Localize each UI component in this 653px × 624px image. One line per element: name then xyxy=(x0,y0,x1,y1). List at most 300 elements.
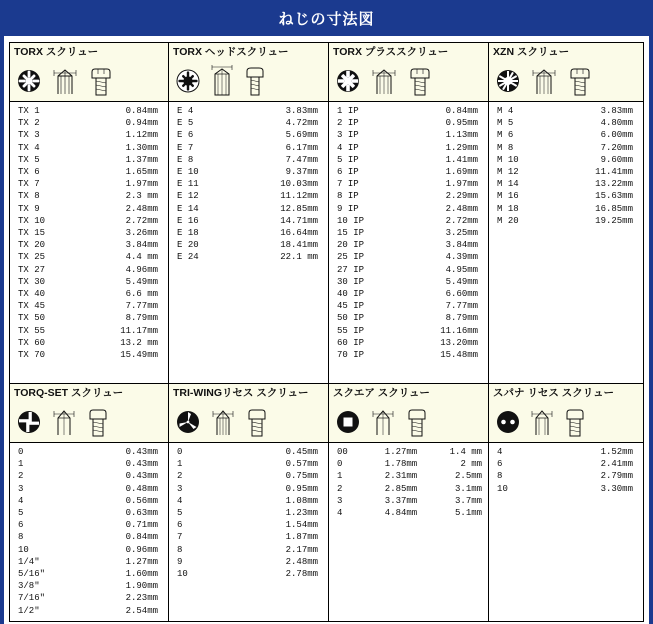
dimension-value-cell: 2.48mm xyxy=(445,203,479,214)
size-code-cell: TX 20 xyxy=(18,240,46,251)
dimension-value-cell: 3.26mm xyxy=(125,228,159,239)
table-row xyxy=(10,544,168,556)
table-row xyxy=(329,312,488,324)
table-row xyxy=(489,154,643,166)
dimension-value-cell: 7.20mm xyxy=(600,142,633,153)
table-row xyxy=(489,483,643,495)
panel-header xyxy=(329,384,488,443)
dimension-value-cell: 0.84mm xyxy=(445,106,479,116)
torx-star-filled-icon xyxy=(175,68,201,94)
table-rows-square-screw xyxy=(329,446,488,519)
dimension-value2-cell: 3.7mm xyxy=(455,495,483,506)
table-row xyxy=(329,105,488,117)
dimension-value-cell: 18.41mm xyxy=(280,240,319,251)
panel-body xyxy=(10,443,168,621)
dimension-value-cell: 11.12mm xyxy=(280,191,319,202)
panel-header xyxy=(169,384,328,443)
size-code-cell: 1 xyxy=(18,459,24,470)
size-code-cell: E 14 xyxy=(177,203,199,214)
size-code-cell: E 4 xyxy=(177,106,194,116)
table-row xyxy=(169,227,328,239)
square-driver-icon xyxy=(367,405,399,439)
size-code-cell: E 24 xyxy=(177,252,199,263)
size-code-cell: 6 xyxy=(177,520,183,531)
dimension-value-cell: 22.1 mm xyxy=(280,252,319,263)
dimension-value-cell: 5.49mm xyxy=(125,276,159,287)
size-code-cell: 4 xyxy=(177,495,183,506)
size-code-cell: 10 IP xyxy=(337,215,365,226)
dimension-value-cell: 2.79mm xyxy=(600,471,633,482)
size-code-cell: 9 xyxy=(177,556,183,567)
tri-wing-icon xyxy=(175,409,201,435)
dimension-value-cell: 2.48mm xyxy=(125,203,159,214)
dimension-table xyxy=(329,105,488,361)
dimension-value-cell: 13.2 mm xyxy=(120,337,159,348)
table-row xyxy=(169,190,328,202)
dimension-value-cell: 11.17mm xyxy=(120,325,159,336)
panel-title: TRI-WINGリセス スクリュー xyxy=(173,387,309,399)
torx-socket-icon xyxy=(207,64,237,98)
table-row xyxy=(169,215,328,227)
table-rows-xzn-screw xyxy=(489,105,643,227)
table-row xyxy=(329,337,488,349)
table-row xyxy=(10,264,168,276)
table-row xyxy=(169,483,328,495)
size-code-cell: TX 8 xyxy=(18,191,40,202)
panel-xzn-screw xyxy=(489,42,644,384)
table-row xyxy=(169,556,328,568)
panel-title: TORX プラススクリュー xyxy=(333,46,449,58)
table-row xyxy=(10,337,168,349)
dimension-value-cell: 15.48mm xyxy=(440,350,479,361)
size-code-cell: 1/2" xyxy=(18,605,40,616)
dimension-value-cell: 3.30mm xyxy=(600,483,633,494)
table-row xyxy=(10,288,168,300)
size-code-cell: M 12 xyxy=(497,167,519,178)
table-row xyxy=(329,483,488,495)
table-row xyxy=(10,251,168,263)
size-code-cell: E 7 xyxy=(177,142,194,153)
size-code-cell: 9 IP xyxy=(337,203,359,214)
dimension-value-cell: 6.60mm xyxy=(445,289,479,300)
dimension-value-cell: 0.84mm xyxy=(125,532,159,543)
dimension-value-cell: 1.08mm xyxy=(285,495,319,506)
table-row xyxy=(329,300,488,312)
size-code-cell: M 20 xyxy=(497,215,519,226)
dimension-value-cell: 2.72mm xyxy=(445,215,479,226)
table-row xyxy=(10,458,168,470)
tri-wing-driver-icon xyxy=(207,405,239,439)
dimension-value-cell: 7.77mm xyxy=(445,301,479,312)
table-row xyxy=(10,531,168,543)
size-code-cell: M 14 xyxy=(497,179,519,190)
size-code-cell: 6 IP xyxy=(337,167,359,178)
size-code-cell: TX 55 xyxy=(18,325,46,336)
panel-illustration xyxy=(173,59,324,101)
dimension-value-cell: 0.84mm xyxy=(125,106,159,116)
dimension-value-cell: 2.78mm xyxy=(285,569,319,580)
dimension-value-cell: 15.49mm xyxy=(120,350,159,361)
size-code-cell: 70 IP xyxy=(337,350,365,361)
size-code-cell: E 12 xyxy=(177,191,199,202)
panel-header xyxy=(10,43,168,102)
dimension-value-cell: 11.16mm xyxy=(440,325,479,336)
table-row xyxy=(329,288,488,300)
dimension-value-cell: 1.37mm xyxy=(125,154,159,165)
dimension-value-cell: 1.97mm xyxy=(125,179,159,190)
size-code-cell: 8 xyxy=(18,532,24,543)
size-code-cell: E 18 xyxy=(177,228,199,239)
panel-body xyxy=(489,443,643,621)
panel-body xyxy=(169,443,328,621)
panel-body xyxy=(329,443,488,621)
dimension-value-cell: 14.71mm xyxy=(280,215,319,226)
panel-illustration xyxy=(333,400,484,442)
dimension-table xyxy=(169,105,328,264)
table-row xyxy=(329,470,488,482)
size-code-cell: 45 IP xyxy=(337,301,365,312)
dimension-value-cell: 2.41mm xyxy=(600,459,633,470)
table-rows-tri-wing-screw xyxy=(169,446,328,580)
table-row xyxy=(10,215,168,227)
dimension-value-cell: 6.6 mm xyxy=(125,289,159,300)
size-code-cell: M 4 xyxy=(497,106,514,116)
table-row xyxy=(10,166,168,178)
dimension-value-cell: 13.22mm xyxy=(595,179,633,190)
xzn-bolt-icon xyxy=(567,64,593,98)
dimension-value-cell: 4.4 mm xyxy=(125,252,159,263)
dimension-value-cell: 1.54mm xyxy=(285,520,319,531)
table-row xyxy=(10,227,168,239)
dimension-value-cell: 4.80mm xyxy=(600,118,633,129)
dimension-value-cell: 1.30mm xyxy=(125,142,159,153)
dimension-value-cell: 2.54mm xyxy=(125,605,159,616)
torx-driver-icon xyxy=(48,64,82,98)
size-code-cell: 50 IP xyxy=(337,313,365,324)
table-row xyxy=(169,568,328,580)
dimension-value-cell: 2.3 mm xyxy=(125,191,159,202)
dimension-value-cell: 3.83mm xyxy=(285,106,319,116)
table-row xyxy=(169,544,328,556)
dimension-value-cell: 0.71mm xyxy=(125,520,159,531)
table-row xyxy=(169,519,328,531)
size-code-cell: 2 xyxy=(177,471,183,482)
table-row xyxy=(489,215,643,227)
size-code-cell: TX 25 xyxy=(18,252,46,263)
panel-body xyxy=(169,102,328,383)
size-code-cell: TX 45 xyxy=(18,301,46,312)
dimension-value-cell: 1.97mm xyxy=(445,179,479,190)
size-code-cell: 10 xyxy=(18,544,29,555)
dimension-value2-cell: 5.1mm xyxy=(455,508,483,519)
panel-body xyxy=(489,102,643,383)
table-row xyxy=(10,556,168,568)
dimension-value-cell: 0.75mm xyxy=(285,471,319,482)
panel-torq-set-screw xyxy=(9,384,169,622)
size-code-cell: TX 40 xyxy=(18,289,46,300)
table-row xyxy=(329,129,488,141)
size-code-cell: 4 xyxy=(18,495,24,506)
dimension-value-cell: 3.25mm xyxy=(445,228,479,239)
size-code-cell: TX 9 xyxy=(18,203,40,214)
dimension-value-cell: 6.00mm xyxy=(600,130,633,141)
table-row xyxy=(169,142,328,154)
size-code-cell: M 16 xyxy=(497,191,519,202)
table-row xyxy=(10,568,168,580)
dimension-value-cell: 2.29mm xyxy=(445,191,479,202)
panel-title: TORX ヘッドスクリュー xyxy=(173,46,289,58)
panel-torx-screw xyxy=(9,42,169,384)
size-code-cell: E 10 xyxy=(177,167,199,178)
table-row xyxy=(329,349,488,361)
size-code-cell: TX 7 xyxy=(18,179,40,190)
dimension-value-cell: 4.72mm xyxy=(285,118,319,129)
panel-spanner-screw xyxy=(489,384,644,622)
dimension-value-cell: 9.37mm xyxy=(285,167,319,178)
dimension-value-cell: 2.48mm xyxy=(285,556,319,567)
panel-title: XZN スクリュー xyxy=(493,46,570,58)
table-row xyxy=(169,251,328,263)
size-code-cell: 15 IP xyxy=(337,228,365,239)
table-row xyxy=(489,458,643,470)
xzn-spline-icon xyxy=(495,68,521,94)
dimension-value-cell: 0.56mm xyxy=(125,495,159,506)
dimension-value-cell: 3.37mm xyxy=(384,495,418,506)
panel-header xyxy=(329,43,488,102)
dimension-value-cell: 2.72mm xyxy=(125,215,159,226)
dimension-value-cell: 0.63mm xyxy=(125,508,159,519)
torx-plus-star-icon xyxy=(335,68,361,94)
table-row xyxy=(169,203,328,215)
panel-title: スパナ リセス スクリュー xyxy=(493,387,614,399)
table-row xyxy=(329,446,488,458)
panel-header xyxy=(10,384,168,443)
dimension-table xyxy=(169,446,328,580)
size-code-cell: 3 IP xyxy=(337,130,359,141)
dimension-value-cell: 1.27mm xyxy=(125,556,159,567)
dimension-value-cell: 0.95mm xyxy=(285,483,319,494)
dimension-table xyxy=(489,446,643,495)
table-row xyxy=(329,251,488,263)
dimension-value-cell: 6.17mm xyxy=(285,142,319,153)
panel-body xyxy=(10,102,168,383)
table-row xyxy=(489,470,643,482)
table-row xyxy=(169,129,328,141)
size-code-cell: E 11 xyxy=(177,179,199,190)
size-code-cell: 7 xyxy=(177,532,183,543)
size-code-cell: 27 IP xyxy=(337,264,365,275)
table-row xyxy=(10,325,168,337)
dimension-value-cell: 12.85mm xyxy=(280,203,319,214)
size-code-cell: 8 xyxy=(177,544,183,555)
panel-illustration xyxy=(333,59,484,101)
size-code-cell: 55 IP xyxy=(337,325,365,336)
dimension-value-cell: 7.47mm xyxy=(285,154,319,165)
dimension-value-cell: 3.84mm xyxy=(125,240,159,251)
size-code-cell: TX 3 xyxy=(18,130,40,141)
table-row xyxy=(169,105,328,117)
table-row xyxy=(10,519,168,531)
size-code-cell: TX 27 xyxy=(18,264,46,275)
dimension-value-cell: 5.49mm xyxy=(445,276,479,287)
dimension-value-cell: 1.60mm xyxy=(125,569,159,580)
panel-body xyxy=(329,102,488,383)
panel-illustration xyxy=(493,59,639,101)
size-code-cell: TX 10 xyxy=(18,215,46,226)
table-rows-torq-set-screw xyxy=(10,446,168,617)
panel-tri-wing-screw xyxy=(169,384,329,622)
size-code-cell: 10 xyxy=(177,569,188,580)
table-row xyxy=(329,203,488,215)
dimension-value-cell: 0.43mm xyxy=(125,459,159,470)
table-row xyxy=(10,129,168,141)
table-row xyxy=(10,495,168,507)
table-row xyxy=(169,495,328,507)
size-code-cell: E 6 xyxy=(177,130,194,141)
panel-illustration xyxy=(14,59,164,101)
panel-grid xyxy=(4,36,649,622)
table-rows-spanner-screw xyxy=(489,446,643,495)
size-code-cell: TX 1 xyxy=(18,106,40,116)
table-row xyxy=(489,203,643,215)
dimension-value-cell: 3.84mm xyxy=(445,240,479,251)
table-row xyxy=(10,470,168,482)
dimension-value-cell: 1.69mm xyxy=(445,167,479,178)
dimension-table xyxy=(329,446,488,519)
table-row xyxy=(10,117,168,129)
square-recess-icon xyxy=(335,409,361,435)
size-code-cell: E 8 xyxy=(177,154,194,165)
dimension-value-cell: 1.52mm xyxy=(600,447,633,457)
table-row xyxy=(10,142,168,154)
table-row xyxy=(10,190,168,202)
size-code-cell: 8 xyxy=(497,471,503,482)
size-code-cell: 3 xyxy=(18,483,24,494)
dimension-value-cell: 0.48mm xyxy=(125,483,159,494)
table-row xyxy=(10,154,168,166)
panel-title: スクエア スクリュー xyxy=(333,387,430,399)
panel-row-bottom xyxy=(9,384,644,622)
spanner-screw-icon xyxy=(563,405,587,439)
dimension-value-cell: 13.20mm xyxy=(440,337,479,348)
size-code-cell: 3 xyxy=(337,495,343,506)
table-row xyxy=(169,178,328,190)
dimension-value-cell: 2.17mm xyxy=(285,544,319,555)
size-code-cell: 2 xyxy=(18,471,24,482)
table-row xyxy=(329,239,488,251)
dimension-value-cell: 0.95mm xyxy=(445,118,479,129)
torx-plus-screw-icon xyxy=(407,64,433,98)
dimension-value-cell: 0.45mm xyxy=(285,447,319,457)
table-row xyxy=(169,239,328,251)
dimension-value-cell: 1.29mm xyxy=(445,142,479,153)
tri-wing-screw-icon xyxy=(245,405,269,439)
dimension-value2-cell: 1.4 mm xyxy=(449,447,483,457)
panel-square-screw xyxy=(329,384,489,622)
dimension-value-cell: 4.96mm xyxy=(125,264,159,275)
size-code-cell: M 10 xyxy=(497,154,519,165)
size-code-cell: 3 xyxy=(177,483,183,494)
torq-set-screw-icon xyxy=(86,405,110,439)
dimension-value-cell: 4.84mm xyxy=(384,508,418,519)
dimension-value-cell: 19.25mm xyxy=(595,215,633,226)
table-row xyxy=(169,446,328,458)
dimension-value-cell: 0.43mm xyxy=(125,471,159,482)
panel-title: TORQ-SET スクリュー xyxy=(14,387,124,399)
table-row xyxy=(329,215,488,227)
size-code-cell: 60 IP xyxy=(337,337,365,348)
size-code-cell: TX 60 xyxy=(18,337,46,348)
table-row xyxy=(169,166,328,178)
dimension-value2-cell: 2.5mm xyxy=(455,471,483,482)
size-code-cell: 5 xyxy=(18,508,24,519)
size-code-cell: 7/16" xyxy=(18,593,46,604)
size-code-cell: E 16 xyxy=(177,215,199,226)
dimension-value-cell: 4.39mm xyxy=(445,252,479,263)
table-row xyxy=(10,312,168,324)
table-row xyxy=(329,458,488,470)
table-row xyxy=(169,154,328,166)
dimension-value-cell: 4.95mm xyxy=(445,264,479,275)
size-code-cell: 5/16" xyxy=(18,569,46,580)
size-code-cell: 4 xyxy=(497,447,503,457)
dimension-value-cell: 2.85mm xyxy=(384,483,418,494)
dimension-value-cell: 9.60mm xyxy=(600,154,633,165)
dimension-value2-cell: 2 mm xyxy=(460,459,483,470)
table-rows-torx-head-screw xyxy=(169,105,328,264)
size-code-cell: 0 xyxy=(177,447,183,457)
table-row xyxy=(329,495,488,507)
panel-torx-head-screw xyxy=(169,42,329,384)
table-row xyxy=(10,276,168,288)
dimension-value-cell: 1.12mm xyxy=(125,130,159,141)
table-row xyxy=(329,190,488,202)
xzn-driver-icon xyxy=(527,64,561,98)
dimension-value-cell: 1.65mm xyxy=(125,167,159,178)
table-row xyxy=(489,117,643,129)
size-code-cell: 3/8" xyxy=(18,581,40,592)
table-row xyxy=(329,325,488,337)
table-rows-torx-screw xyxy=(10,105,168,361)
table-row xyxy=(329,178,488,190)
table-row xyxy=(10,239,168,251)
table-row xyxy=(489,446,643,458)
page-title: ねじの寸法図 xyxy=(278,10,375,28)
panel-title: TORX スクリュー xyxy=(14,46,99,58)
table-row xyxy=(169,470,328,482)
table-row xyxy=(10,446,168,458)
size-code-cell: 2 IP xyxy=(337,118,359,129)
table-row xyxy=(329,142,488,154)
table-row xyxy=(329,154,488,166)
dimension-value-cell: 1.90mm xyxy=(125,581,159,592)
size-code-cell: M 18 xyxy=(497,203,519,214)
size-code-cell: 1 xyxy=(177,459,183,470)
size-code-cell: 4 xyxy=(337,508,343,519)
dimension-value-cell: 16.64mm xyxy=(280,228,319,239)
dimension-value-cell: 2.23mm xyxy=(125,593,159,604)
size-code-cell: TX 5 xyxy=(18,154,40,165)
size-code-cell: 10 xyxy=(497,483,508,494)
size-code-cell: 4 IP xyxy=(337,142,359,153)
table-row xyxy=(329,227,488,239)
torx-bolt-icon xyxy=(243,64,267,98)
table-row xyxy=(10,178,168,190)
size-code-cell: TX 4 xyxy=(18,142,40,153)
dimension-value-cell: 11.41mm xyxy=(595,167,633,178)
dimension-value-cell: 3.83mm xyxy=(600,106,633,116)
spanner-driver-icon xyxy=(527,405,557,439)
